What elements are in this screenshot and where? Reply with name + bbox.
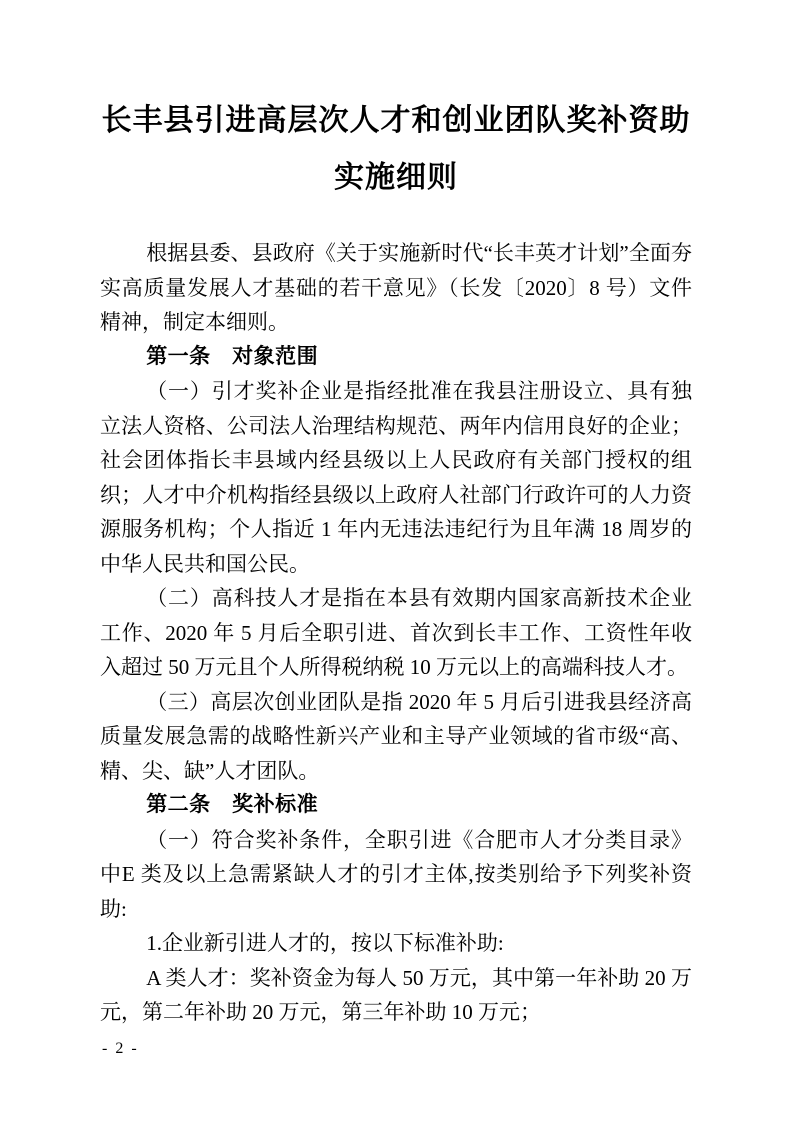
article-1-item-1: （一）引才奖补企业是指经批准在我县注册设立、具有独立法人资格、公司法人治理结构规范、两年内信用良好的企业；社会团体指长丰县域内经县级以上人民政府有关部门授权的组织；人才中介机构指经县级以上政府人社部门行政许可的人力资源服务机构；个人指近 1 年内无违法违纪行为且年满 18 周岁的中华人民共和国公民。 [100,379,692,576]
article-1-item-2: （二）高科技人才是指在本县有效期内国家高新技术企业工作、2020 年 5 月后全职引进、首次到长丰工作、工资性年收入超过 50 万元且个人所得税纳税 10 万元以上的高端科技人才。 [100,586,692,679]
article-1-item-3: （三）高层次创业团队是指 2020 年 5 月后引进我县经济高质量发展急需的战略性新兴产业和主导产业领域的省市级“高、精、尖、缺”人才团队。 [100,689,692,783]
page-number: - 2 - [102,1040,139,1057]
article-2-subitem-1: 1.企业新引进人才的，按以下标准补助: [146,931,504,955]
intro-paragraph: 根据县委、县政府《关于实施新时代“长丰英才计划”全面夯实高质量发展人才基础的若干意见》（长发〔2020〕8 号）文件精神，制定本细则。 [100,241,692,334]
document-title-line1: 长丰县引进高层次人才和创业团队奖补资助 [101,104,691,137]
article-1-heading: 第一条 对象范围 [146,344,319,368]
document-title [100,92,692,206]
article-2-item-1: （一）符合奖补条件，全职引进《合肥市人才分类目录》中E 类及以上急需紧缺人才的引才主体,按类别给予下列奖补资助: [100,827,692,921]
document-title-line2: 实施细则 [334,161,458,194]
article-2-heading: 第二条 奖补标准 [146,793,319,816]
article-2-class-a-standard: A 类人才：奖补资金为每人 50 万元，其中第一年补助 20 万元，第二年补助 20 万元，第三年补助 10 万元； [100,965,692,1024]
document-body [100,236,692,1030]
